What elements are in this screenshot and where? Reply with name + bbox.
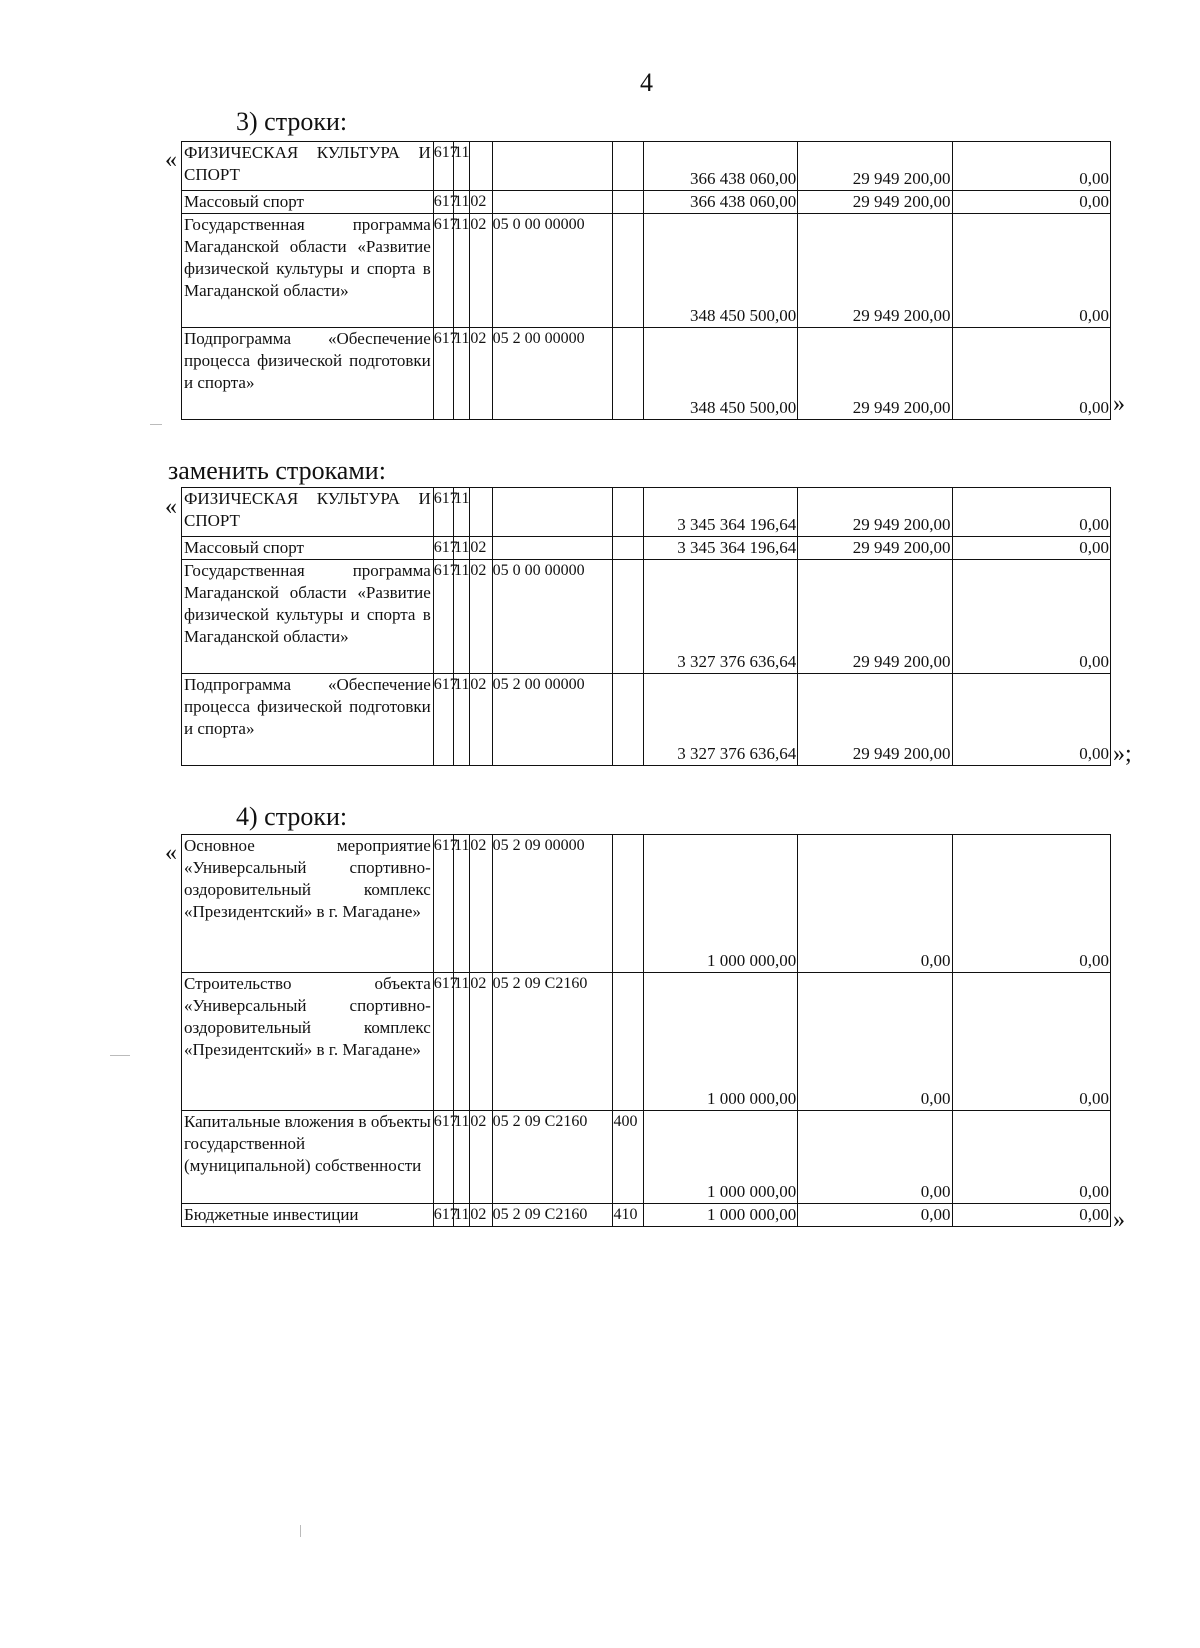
row-name: Государственная программа Магаданской области «Развитие физической культуры и спорта в Магаданской области»	[182, 214, 434, 328]
code-target: 05 2 09 C2160	[492, 973, 613, 1111]
table-row	[182, 560, 1111, 674]
code-target: 05 0 00 00000	[492, 214, 613, 328]
row-name: Государственная программа Магаданской области «Развитие физической культуры и спорта в Магаданской области»	[182, 560, 434, 674]
code-target: 05 2 09 C2160	[492, 1111, 613, 1204]
code-section: 11	[454, 328, 470, 420]
code-section: 11	[454, 488, 470, 537]
amount-3: 0,00	[952, 674, 1110, 766]
row-name: Подпрограмма «Обеспечение процесса физической подготовки и спорта»	[182, 674, 434, 766]
code-section: 11	[454, 674, 470, 766]
amount-3: 0,00	[952, 1204, 1110, 1227]
row-name: ФИЗИЧЕСКАЯ КУЛЬТУРА И СПОРТ	[182, 488, 434, 537]
opening-quote: «	[165, 147, 177, 173]
amount-2: 29 949 200,00	[798, 191, 952, 214]
code-section: 11	[454, 973, 470, 1111]
code-target: 05 2 09 00000	[492, 835, 613, 973]
code-subsection: 02	[470, 191, 492, 214]
amount-1: 1 000 000,00	[643, 835, 797, 973]
code-section: 11	[454, 835, 470, 973]
closing-quote: »	[1113, 391, 1125, 417]
amount-1: 3 327 376 636,64	[643, 674, 797, 766]
scan-mark	[300, 1525, 301, 1537]
opening-quote: «	[165, 494, 177, 520]
table-row	[182, 191, 1111, 214]
row-name: Массовый спорт	[182, 537, 434, 560]
code-target: 05 2 00 00000	[492, 674, 613, 766]
amount-1: 348 450 500,00	[643, 328, 797, 420]
table-row	[182, 142, 1111, 191]
amount-2: 0,00	[798, 1111, 952, 1204]
amount-1: 366 438 060,00	[643, 191, 797, 214]
amount-1: 1 000 000,00	[643, 973, 797, 1111]
amount-3: 0,00	[952, 560, 1110, 674]
table-body	[182, 142, 1111, 420]
amount-3: 0,00	[952, 835, 1110, 973]
amount-1: 3 345 364 196,64	[643, 488, 797, 537]
amount-2: 29 949 200,00	[798, 328, 952, 420]
amount-3: 0,00	[952, 537, 1110, 560]
code-expense-type	[613, 191, 643, 214]
row-name: Массовый спорт	[182, 191, 434, 214]
code-expense-type	[613, 488, 643, 537]
amount-3: 0,00	[952, 142, 1110, 191]
code-expense-type	[613, 328, 643, 420]
code-subsection: 02	[470, 973, 492, 1111]
code-subsection: 02	[470, 537, 492, 560]
amount-3: 0,00	[952, 191, 1110, 214]
code-target: 05 2 00 00000	[492, 328, 613, 420]
table-row	[182, 973, 1111, 1111]
row-name: ФИЗИЧЕСКАЯ КУЛЬТУРА И СПОРТ	[182, 142, 434, 191]
code-section: 11	[454, 1204, 470, 1227]
code-ved: 617	[433, 142, 453, 191]
code-ved: 617	[433, 214, 453, 328]
table-row	[182, 835, 1111, 973]
code-ved: 617	[433, 1111, 453, 1204]
code-target: 05 0 00 00000	[492, 560, 613, 674]
amount-2: 29 949 200,00	[798, 142, 952, 191]
code-section: 11	[454, 1111, 470, 1204]
budget-table	[181, 487, 1111, 766]
code-subsection: 02	[470, 328, 492, 420]
table-row	[182, 214, 1111, 328]
code-subsection	[470, 488, 492, 537]
amount-1: 348 450 500,00	[643, 214, 797, 328]
row-name: Капитальные вложения в объекты государственной (муниципальной) собственности	[182, 1111, 434, 1204]
amount-2: 0,00	[798, 835, 952, 973]
table-row	[182, 328, 1111, 420]
row-name: Основное мероприятие «Универсальный спортивно-оздоровительный комплекс «Президентский» в г. Магадане»	[182, 835, 434, 973]
code-section: 11	[454, 191, 470, 214]
amount-1: 366 438 060,00	[643, 142, 797, 191]
amount-2: 0,00	[798, 1204, 952, 1227]
amount-1: 1 000 000,00	[643, 1204, 797, 1227]
row-name: Бюджетные инвестиции	[182, 1204, 434, 1227]
amount-2: 0,00	[798, 973, 952, 1111]
amount-1: 1 000 000,00	[643, 1111, 797, 1204]
amount-2: 29 949 200,00	[798, 537, 952, 560]
code-expense-type	[613, 560, 643, 674]
code-target	[492, 537, 613, 560]
code-expense-type	[613, 142, 643, 191]
amount-2: 29 949 200,00	[798, 214, 952, 328]
table-row	[182, 1204, 1111, 1227]
amount-3: 0,00	[952, 488, 1110, 537]
budget-table	[181, 834, 1111, 1227]
code-subsection: 02	[470, 835, 492, 973]
code-ved: 617	[433, 835, 453, 973]
code-ved: 617	[433, 973, 453, 1111]
page-number: 4	[640, 68, 653, 97]
amount-2: 29 949 200,00	[798, 560, 952, 674]
code-subsection: 02	[470, 1111, 492, 1204]
code-expense-type	[613, 214, 643, 328]
code-section: 11	[454, 214, 470, 328]
amount-2: 29 949 200,00	[798, 674, 952, 766]
amount-2: 29 949 200,00	[798, 488, 952, 537]
closing-quote: »;	[1113, 741, 1132, 767]
budget-table	[181, 141, 1111, 420]
scan-mark	[110, 1055, 130, 1056]
code-ved: 617	[433, 488, 453, 537]
section-heading: заменить строками:	[168, 456, 386, 485]
table-row	[182, 1111, 1111, 1204]
amount-3: 0,00	[952, 328, 1110, 420]
amount-1: 3 327 376 636,64	[643, 560, 797, 674]
amount-1: 3 345 364 196,64	[643, 537, 797, 560]
code-expense-type	[613, 674, 643, 766]
scan-mark	[150, 424, 162, 425]
code-ved: 617	[433, 328, 453, 420]
code-ved: 617	[433, 560, 453, 674]
code-ved: 617	[433, 537, 453, 560]
table-row	[182, 674, 1111, 766]
code-ved: 617	[433, 674, 453, 766]
code-expense-type	[613, 973, 643, 1111]
code-ved: 617	[433, 191, 453, 214]
code-target: 05 2 09 C2160	[492, 1204, 613, 1227]
code-ved: 617	[433, 1204, 453, 1227]
row-name: Подпрограмма «Обеспечение процесса физической подготовки и спорта»	[182, 328, 434, 420]
code-section: 11	[454, 560, 470, 674]
code-expense-type: 400	[613, 1111, 643, 1204]
code-section: 11	[454, 537, 470, 560]
table-row	[182, 537, 1111, 560]
code-target	[492, 488, 613, 537]
table-body	[182, 835, 1111, 1227]
section-heading: 3) строки:	[236, 107, 348, 136]
amount-3: 0,00	[952, 214, 1110, 328]
section-heading: 4) строки:	[236, 802, 348, 831]
row-name: Строительство объекта «Универсальный спортивно-оздоровительный комплекс «Президентский» в г. Магадане»	[182, 973, 434, 1111]
opening-quote: «	[165, 840, 177, 866]
amount-3: 0,00	[952, 973, 1110, 1111]
code-target	[492, 191, 613, 214]
table-row	[182, 488, 1111, 537]
amount-3: 0,00	[952, 1111, 1110, 1204]
code-expense-type: 410	[613, 1204, 643, 1227]
code-subsection: 02	[470, 1204, 492, 1227]
closing-quote: »	[1113, 1207, 1125, 1233]
code-subsection: 02	[470, 560, 492, 674]
code-expense-type	[613, 835, 643, 973]
code-subsection	[470, 142, 492, 191]
code-subsection: 02	[470, 214, 492, 328]
code-target	[492, 142, 613, 191]
table-body	[182, 488, 1111, 766]
code-subsection: 02	[470, 674, 492, 766]
code-expense-type	[613, 537, 643, 560]
code-section: 11	[454, 142, 470, 191]
